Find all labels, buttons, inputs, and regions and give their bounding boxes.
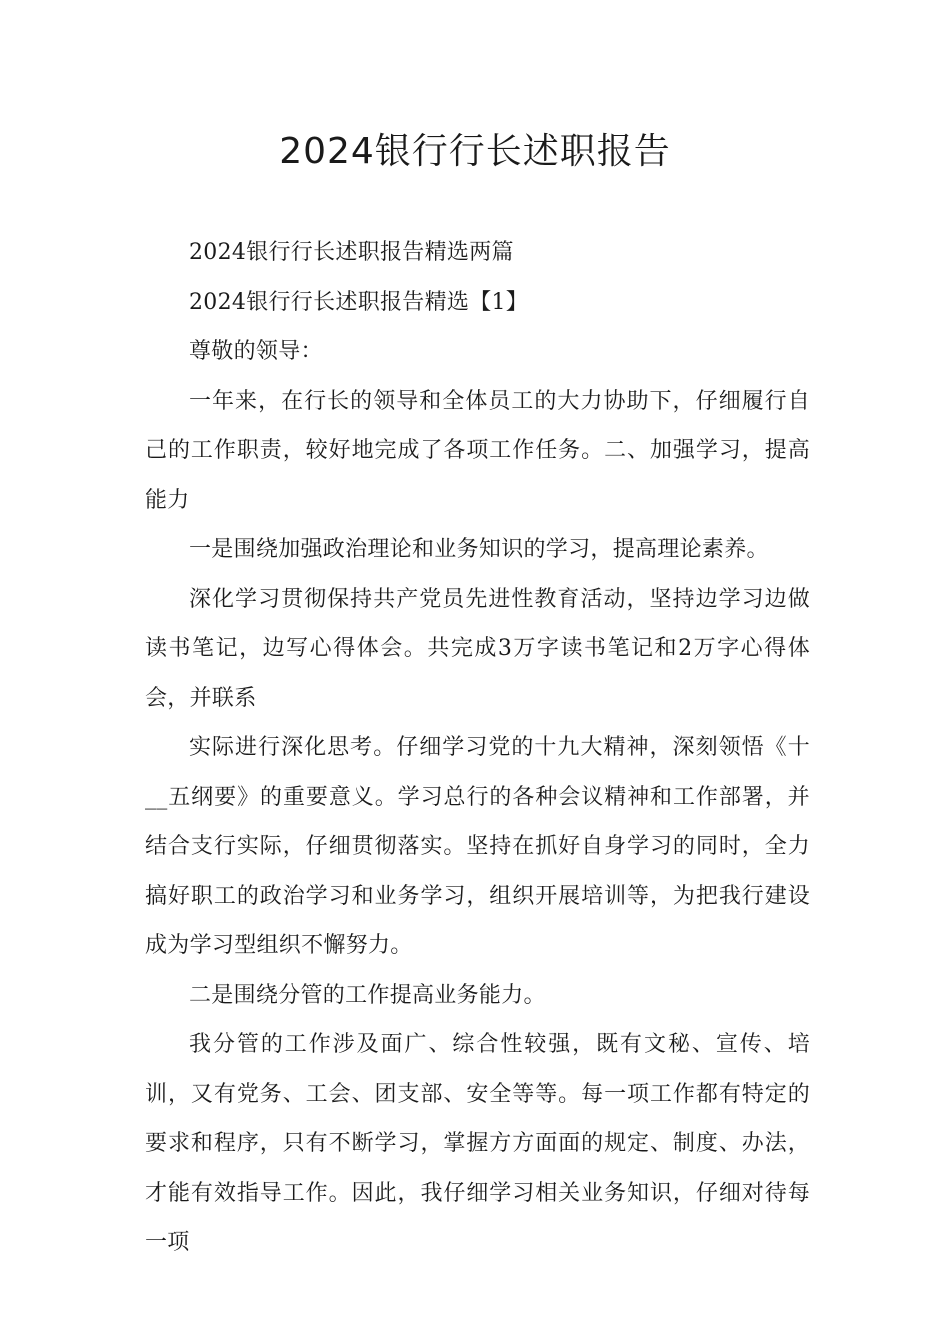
document-body bbox=[145, 228, 810, 1268]
paragraph: 深化学习贯彻保持共产党员先进性教育活动，坚持边学习边做读书笔记，边写心得体会。共完成3万字读书笔记和2万字心得体会，并联系 bbox=[145, 586, 810, 711]
document-title: 2024银行行长述职报告 bbox=[279, 131, 671, 172]
paragraph: 二是围绕分管的工作提高业务能力。 bbox=[189, 982, 546, 1008]
paragraph: 实际进行深化思考。仔细学习党的十九大精神，深刻领悟《十__五纲要》的重要意义。学习总行的各种会议精神和工作部署，并结合支行实际，仔细贯彻落实。坚持在抓好自身学习的同时，全力搞好职工的政治学习和业务学习，组织开展培训等，为把我行建设成为学习型组织不懈努力。 bbox=[145, 735, 810, 958]
paragraph-subtitle: 2024银行行长述职报告精选两篇 bbox=[189, 240, 514, 265]
paragraph: 我分管的工作涉及面广、综合性较强，既有文秘、宣传、培训，又有党务、工会、团支部、安全等等。每一项工作都有特定的要求和程序，只有不断学习，掌握方方面面的规定、制度、办法，才能有效指导工作。因此，我仔细学习相关业务知识，仔细对待每一项 bbox=[145, 1032, 810, 1255]
paragraph: 一是围绕加强政治理论和业务知识的学习，提高理论素养。 bbox=[189, 537, 769, 562]
paragraph: 一年来，在行长的领导和全体员工的大力协助下，仔细履行自己的工作职责，较好地完成了各项工作任务。二、加强学习，提高能力 bbox=[145, 388, 810, 513]
paragraph-salutation: 尊敬的领导： bbox=[189, 339, 323, 364]
paragraph-section-heading: 2024银行行长述职报告精选【1】 bbox=[189, 289, 529, 315]
